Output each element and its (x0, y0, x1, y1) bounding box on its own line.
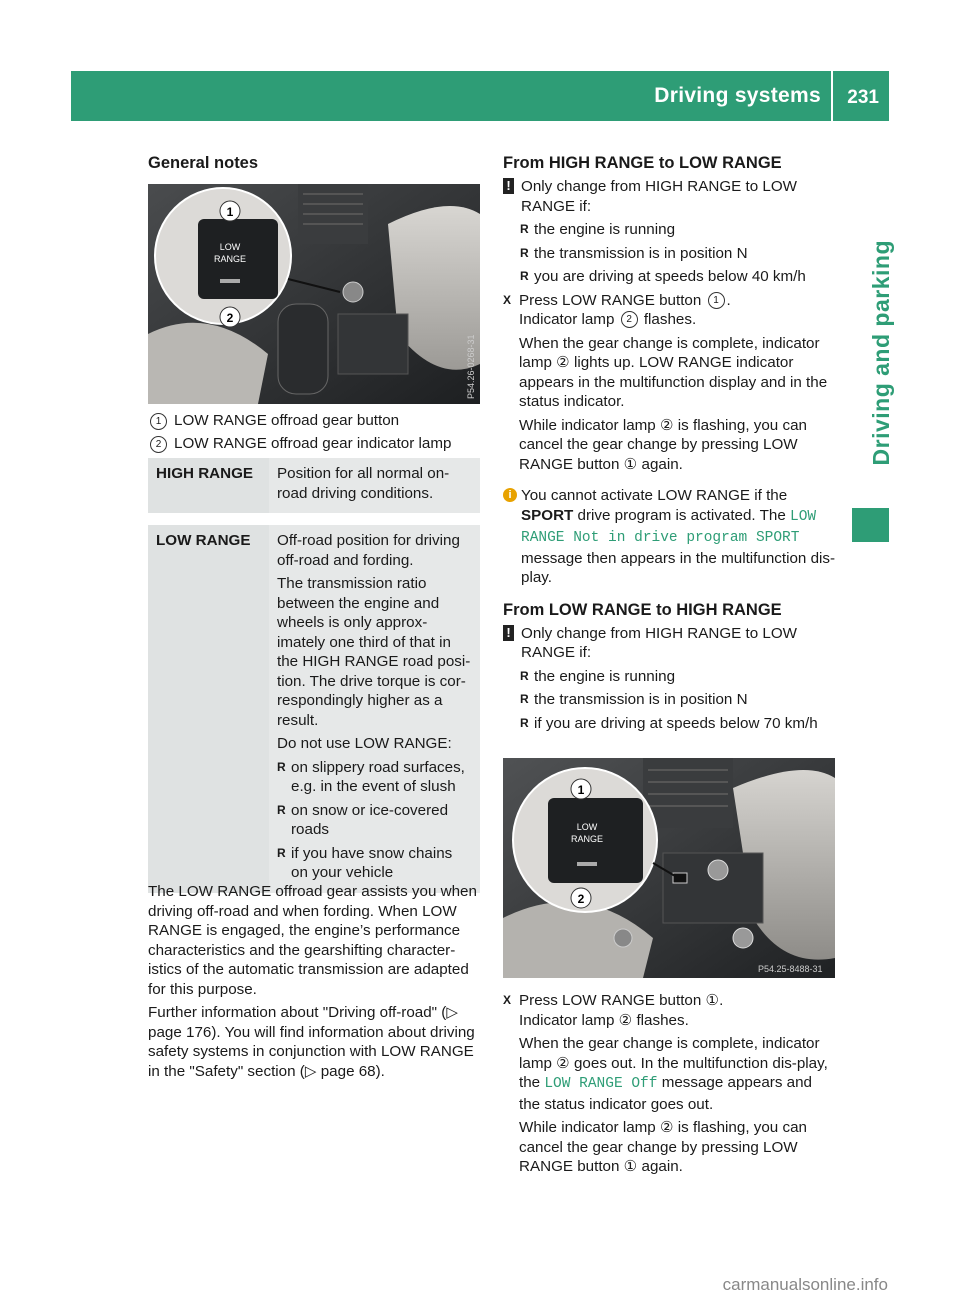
list-item: R on snow or ice-covered roads (277, 801, 472, 840)
step-text: When the gear change is complete, indicator lamp ② lights up. LOW RANGE indicator appears in the multifunction display and in the status indicator. (519, 334, 828, 410)
heading-high-to-low: From HIGH RANGE to LOW RANGE (503, 154, 782, 172)
button-text-2: RANGE (570, 834, 604, 844)
display-message: LOW RANGE Off (544, 1076, 658, 1092)
button-text-2: RANGE (213, 254, 247, 264)
side-tab-label: Driving and parking (868, 240, 894, 466)
table-text: Do not use LOW RANGE: (277, 735, 452, 752)
legend-text: LOW RANGE offroad gear indicator lamp (174, 434, 452, 452)
info-text: drive program is activated. The (573, 506, 790, 524)
step-text: . (726, 291, 731, 309)
legend-number: 2 (150, 436, 167, 453)
info-text-bold: SPORT (521, 506, 574, 524)
section-title: Driving systems (654, 84, 821, 107)
side-tab (852, 240, 892, 510)
info-note (503, 486, 837, 588)
warning-note (503, 177, 837, 216)
page-header (71, 71, 889, 121)
legend-item-1 (148, 411, 488, 431)
table-value (269, 519, 480, 893)
right-column (503, 153, 837, 733)
list-item: R if you are driving at speeds below 70 km/h (520, 714, 837, 734)
list-item: R the engine is running (520, 220, 837, 240)
figure-console-1 (148, 184, 480, 404)
list-item: R the engine is running (520, 667, 837, 687)
figure-code-1: P54.26-0268-31 (466, 334, 476, 399)
button-text-1: LOW (219, 242, 241, 252)
legend-item-2 (148, 434, 488, 454)
info-text: You cannot activate LOW RANGE if the (521, 487, 788, 504)
figure-console-2 (503, 758, 835, 978)
step-text: message appears and the status indicator goes out. (519, 1074, 812, 1113)
callout-number: 2 (621, 311, 638, 328)
instruction-step (503, 991, 837, 1177)
list-item: R the transmission is in position N (520, 690, 837, 710)
warning-text: Only change from HIGH RANGE to LOW RANGE if: (521, 624, 797, 661)
step-text: Indicator lamp ② flashes. (519, 1011, 689, 1029)
list-item: R on slippery road surfaces, e.g. in the event of slush (277, 758, 472, 797)
list-item: R if you have snow chains on your vehicle (277, 844, 472, 883)
range-table (148, 458, 480, 893)
callout-number: 1 (708, 292, 725, 309)
side-tab-marker (852, 508, 889, 542)
paragraph: The LOW RANGE offroad gear assists you when driving off-road and when fording. When LOW RANGE is engaged, the engine’s performance characteristics and the gearshifting character-istics of the automatic transmission are adapted for this purpose. (148, 883, 477, 998)
step-text: flashes. (639, 311, 697, 328)
table-row (148, 519, 480, 893)
body-text-left (148, 882, 482, 1081)
table-text: Off-road position for driving off-road and fording. (277, 532, 460, 569)
callout-1: 1 (226, 205, 234, 219)
step-text (519, 1034, 837, 1114)
heading-general-notes: General notes (148, 154, 259, 172)
list-item: R you are driving at speeds below 40 km/h (520, 267, 837, 287)
legend-text: LOW RANGE offroad gear button (174, 412, 400, 429)
console-illustration-1 (148, 184, 480, 404)
header-divider (831, 71, 833, 121)
table-row (148, 458, 480, 519)
table-key: HIGH RANGE (148, 458, 269, 519)
warning-text: Only change from HIGH RANGE to LOW RANGE if: (521, 178, 797, 215)
table-value: Position for all normal on-road driving conditions. (269, 458, 480, 519)
info-icon: i (503, 488, 517, 502)
warning-icon: ! (503, 178, 514, 194)
callout-2: 2 (226, 311, 234, 325)
table-text: The transmission ratio between the engine and wheels is only approx-imately one third of that in the HIGH RANGE road posi-tion. The drive torque is cor-respondingly higher as a result. (277, 575, 471, 729)
display-message: LOW RANGE Not in drive program SPORT (521, 508, 817, 546)
info-text: message then appears in the multifunction dis-play. (521, 549, 836, 586)
watermark: carmanualsonline.info (722, 1274, 888, 1294)
heading-low-to-high: From LOW RANGE to HIGH RANGE (503, 600, 782, 619)
console-illustration-2 (503, 758, 835, 978)
page-number: 231 (847, 87, 879, 108)
step-text: Indicator lamp (519, 311, 619, 328)
step-text: When the gear change is complete, indicator lamp ② goes out. In the multifunction dis-play, the (519, 1035, 828, 1091)
paragraph: Further information about "Driving off-road" (▷ page 176). You will find information about driving safety systems in conjunction with LOW RANGE in the "Safety" section (▷ page 68). (148, 1004, 475, 1080)
step-text: X Press LOW RANGE button ①. (519, 992, 724, 1009)
list-item: R the transmission is in position N (520, 244, 837, 264)
step-text: While indicator lamp ② is flashing, you can cancel the gear change by pressing LOW RANGE button ① again. (519, 416, 807, 473)
step-text: While indicator lamp ② is flashing, you can cancel the gear change by pressing LOW RANGE button ① again. (519, 1119, 807, 1175)
table-key: LOW RANGE (148, 519, 269, 893)
button-text-1: LOW (576, 822, 598, 832)
right-column-bottom (503, 991, 837, 1177)
figure-legend (148, 411, 488, 456)
figure-code-2: P54.25-8488-31 (758, 964, 823, 974)
instruction-step (503, 291, 837, 475)
warning-note (503, 624, 837, 663)
step-text: Press LOW RANGE button (519, 291, 706, 309)
callout-2: 2 (577, 892, 585, 906)
legend-number: 1 (150, 413, 167, 430)
callout-1: 1 (577, 783, 585, 797)
warning-icon: ! (503, 625, 514, 641)
